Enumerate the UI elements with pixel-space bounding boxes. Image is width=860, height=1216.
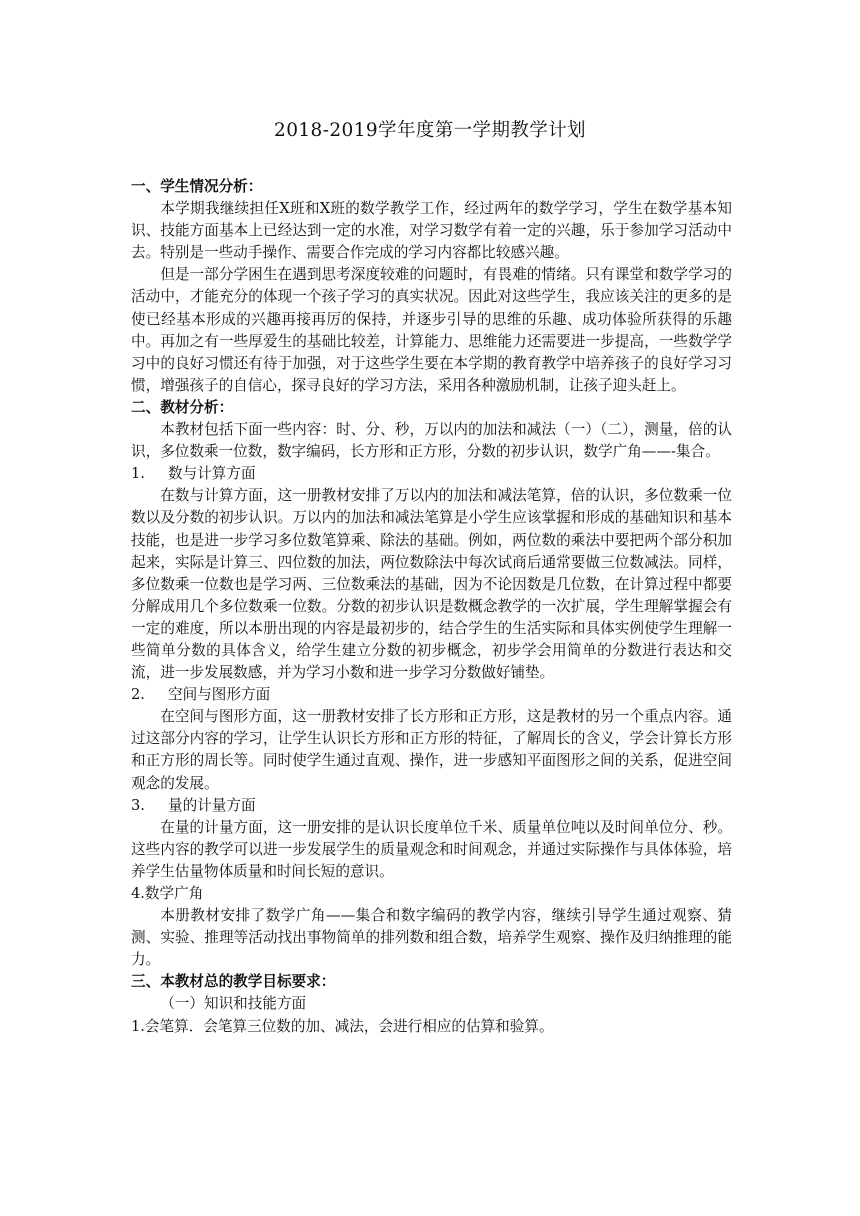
list-item-number: 2. xyxy=(131,686,145,704)
list-item-heading xyxy=(131,463,732,485)
paragraph: 本册教材安排了数学广角——集合和数字编码的教学内容，继续引导学生通过观察、猜测、实验、推理等活动找出事物简单的排列数和组合数，培养学生观察、操作及归纳推理的能力。 xyxy=(131,907,732,969)
list-item-heading xyxy=(131,795,732,817)
list-item-heading xyxy=(131,684,732,706)
paragraph: 在数与计算方面，这一册教材安排了万以内的加法和减法笔算，倍的认识，多位数乘一位数以及分数的初步认识。万以内的加法和减法笔算是小学生应该掌握和形成的基础知识和基本技能，也是进一步学习多位数笔算乘、除法的基础。例如，两位数的乘法中要把两个部分积加起来，实际是计算三、四位数的加法，两位数除法中每次试商后通常要做三位数减法。同样，多位数乘一位数也是学习两、三位数乘法的基础，因为不论因数是几位数，在计算过程中都要分解成用几个多位数乘一位数。分数的初步认识是数概念教学的一次扩展，学生理解掌握会有一定的难度，所以本册出现的内容是最初步的，结合学生的生活实际和具体实例使学生理解一些简单分数的具体含义，给学生建立分数的初步概念，初步学会用简单的分数进行表达和交流，进一步发展数感，并为学习小数和进一步学习分数做好铺垫。 xyxy=(131,487,732,682)
section-heading-student-analysis: 一、学生情况分析： xyxy=(131,178,263,195)
paragraph: 1.会笔算．会笔算三位数的加、减法，会进行相应的估算和验算。 xyxy=(131,1017,554,1035)
list-item-label: 数与计算方面 xyxy=(168,465,256,483)
document-body xyxy=(131,176,732,1038)
list-item-number: 1. xyxy=(131,465,145,483)
document-title: 2018-2019学年度第一学期教学计划 xyxy=(274,120,586,141)
paragraph: 在量的计量方面，这一册安排的是认识长度单位千米、质量单位吨以及时间单位分、秒。这些内容的教学可以进一步发展学生的质量观念和时间观念，并通过实际操作与具体体验，培养学生估量物体质量和时间长短的意识。 xyxy=(131,818,732,880)
paragraph: 本教材包括下面一些内容：时、分、秒，万以内的加法和减法（一）（二），测量，倍的认识，多位数乘一位数，数字编码，长方形和正方形，分数的初步认识，数学广角——-集合。 xyxy=(131,421,732,461)
paragraph: 但是一部分学困生在遇到思考深度较难的问题时，有畏难的情绪。只有课堂和数学学习的活动中，才能充分的体现一个孩子学习的真实状况。因此对这些学生，我应该关注的更多的是使已经基本形成的兴趣再接再厉的保持，并逐步引导的思维的乐趣、成功体验所获得的乐趣中。再加之有一些厚爱生的基础比较差，计算能力、思维能力还需要进一步提高，一些数学学习中的良好习惯还有待于加强，对于这些学生要在本学期的教育教学中培养孩子的良好学习习惯，增强孩子的自信心，探寻良好的学习方法，采用各种激励机制，让孩子迎头赶上。 xyxy=(131,266,732,394)
list-item-number: 3. xyxy=(131,796,145,814)
list-item-label: 量的计量方面 xyxy=(168,796,256,814)
paragraph: 本学期我继续担任X班和X班的数学教学工作，经过两年的数学学习，学生在数学基本知识、技能方面基本上已经达到一定的水准，对学习数学有着一定的兴趣，乐于参加学习活动中去。特别是一些动手操作、需要合作完成的学习内容都比较感兴趣。 xyxy=(131,200,732,262)
list-item-label: 空间与图形方面 xyxy=(168,686,271,704)
section-heading-textbook-analysis: 二、教材分析： xyxy=(131,398,234,416)
section-heading-teaching-goals: 三、本教材总的教学目标要求： xyxy=(131,973,336,991)
list-item-heading: 4.数学广角 xyxy=(131,885,204,902)
paragraph: 在空间与图形方面，这一册教材安排了长方形和正方形，这是教材的另一个重点内容。通过这部分内容的学习，让学生认识长方形和正方形的特征，了解周长的含义，学会计算长方形和正方形的周长等。同时使学生通过直观、操作，进一步感知平面图形之间的关系，促进空间观念的发展。 xyxy=(131,708,732,792)
subsection-heading: （一）知识和技能方面 xyxy=(160,995,307,1013)
